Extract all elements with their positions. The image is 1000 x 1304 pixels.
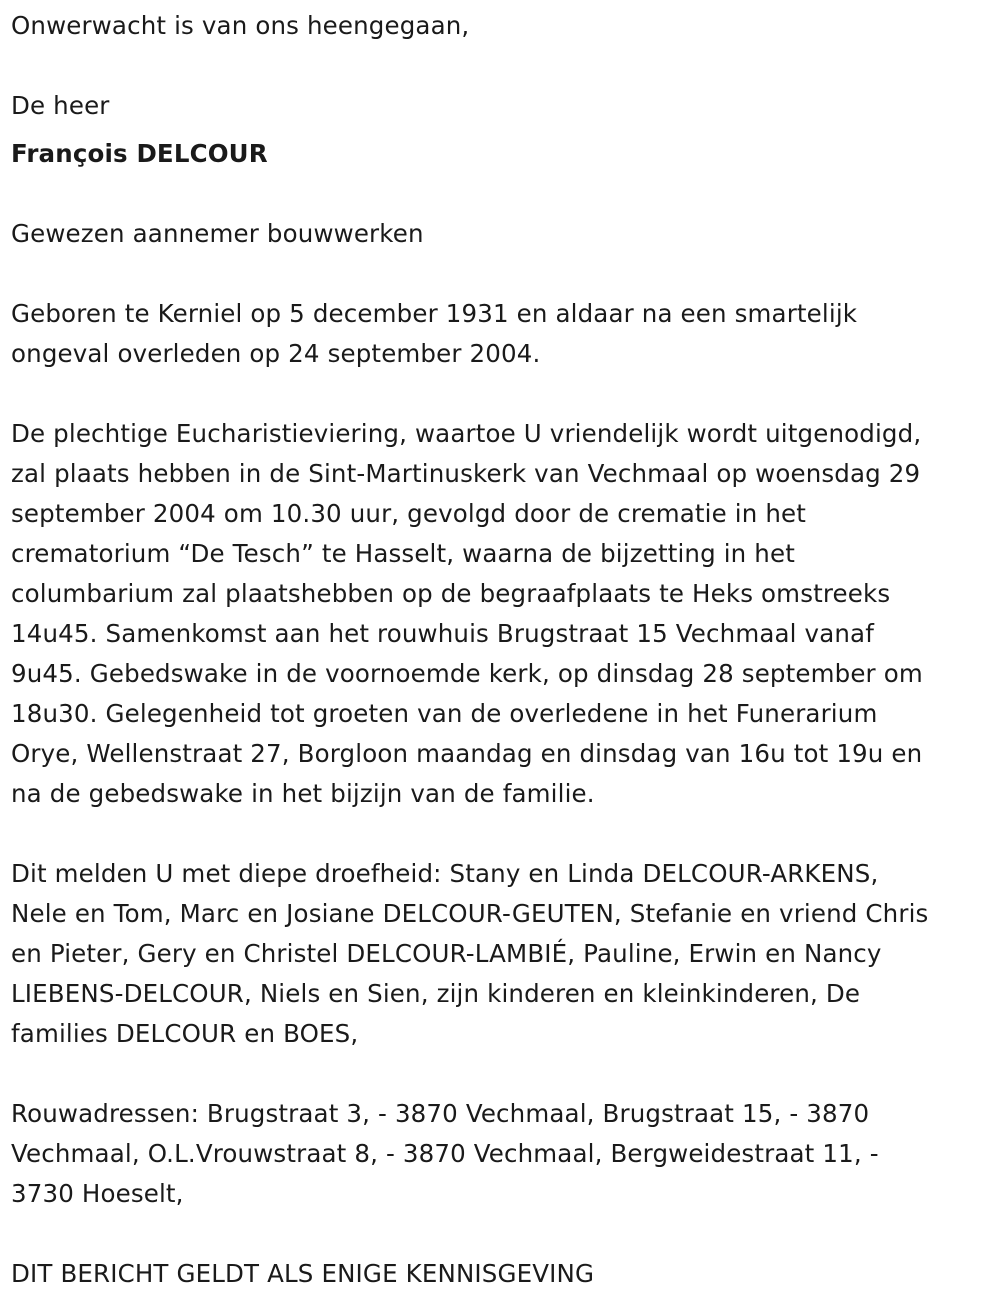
intro-text: Onwerwacht is van ons heengegaan,: [11, 11, 470, 40]
ceremony-line: zal plaats hebben in de Sint-Martinuskerk van Vechmaal op woensdag 29: [11, 459, 921, 488]
ceremony-line: De plechtige Eucharistieviering, waartoe U vriendelijk wordt uitgenodigd,: [11, 419, 922, 448]
occupation: Gewezen aannemer bouwwerken: [11, 219, 424, 248]
ceremony-line: Orye, Wellenstraat 27, Borgloon maandag en dinsdag van 16u tot 19u en: [11, 739, 923, 768]
ceremony-line: na de gebedswake in het bijzijn van de familie.: [11, 779, 595, 808]
family-line: Nele en Tom, Marc en Josiane DELCOUR-GEUTEN, Stefanie en vriend Chris: [11, 899, 929, 928]
closing-statement: DIT BERICHT GELDT ALS ENIGE KENNISGEVING: [11, 1259, 595, 1288]
address-line: 3730 Hoeselt,: [11, 1179, 184, 1208]
ceremony-line: september 2004 om 10.30 uur, gevolgd door de crematie in het: [11, 499, 807, 528]
family-line: LIEBENS-DELCOUR, Niels en Sien, zijn kinderen en kleinkinderen, De: [11, 979, 861, 1008]
family-line: en Pieter, Gery en Christel DELCOUR-LAMBIÉ, Pauline, Erwin en Nancy: [11, 939, 882, 968]
ceremony-line: 9u45. Gebedswake in de voornoemde kerk, op dinsdag 28 september om: [11, 659, 923, 688]
deceased-name: François DELCOUR: [11, 139, 268, 168]
ceremony-line: 18u30. Gelegenheid tot groeten van de overledene in het Funerarium: [11, 699, 878, 728]
family-line: Dit melden U met diepe droefheid: Stany en Linda DELCOUR-ARKENS,: [11, 859, 879, 888]
family-line: families DELCOUR en BOES,: [11, 1019, 359, 1048]
salutation: De heer: [11, 91, 110, 120]
birth-death-line: Geboren te Kerniel op 5 december 1931 en aldaar na een smartelijk: [11, 299, 858, 328]
ceremony-line: columbarium zal plaatshebben op de begraafplaats te Heks omstreeks: [11, 579, 891, 608]
address-line: Vechmaal, O.L.Vrouwstraat 8, - 3870 Vechmaal, Bergweidestraat 11, -: [11, 1139, 879, 1168]
ceremony-line: 14u45. Samenkomst aan het rouwhuis Brugstraat 15 Vechmaal vanaf: [11, 619, 874, 648]
birth-death-line: ongeval overleden op 24 september 2004.: [11, 339, 541, 368]
address-line: Rouwadressen: Brugstraat 3, - 3870 Vechmaal, Brugstraat 15, - 3870: [11, 1099, 870, 1128]
ceremony-line: crematorium “De Tesch” te Hasselt, waarna de bijzetting in het: [11, 539, 795, 568]
